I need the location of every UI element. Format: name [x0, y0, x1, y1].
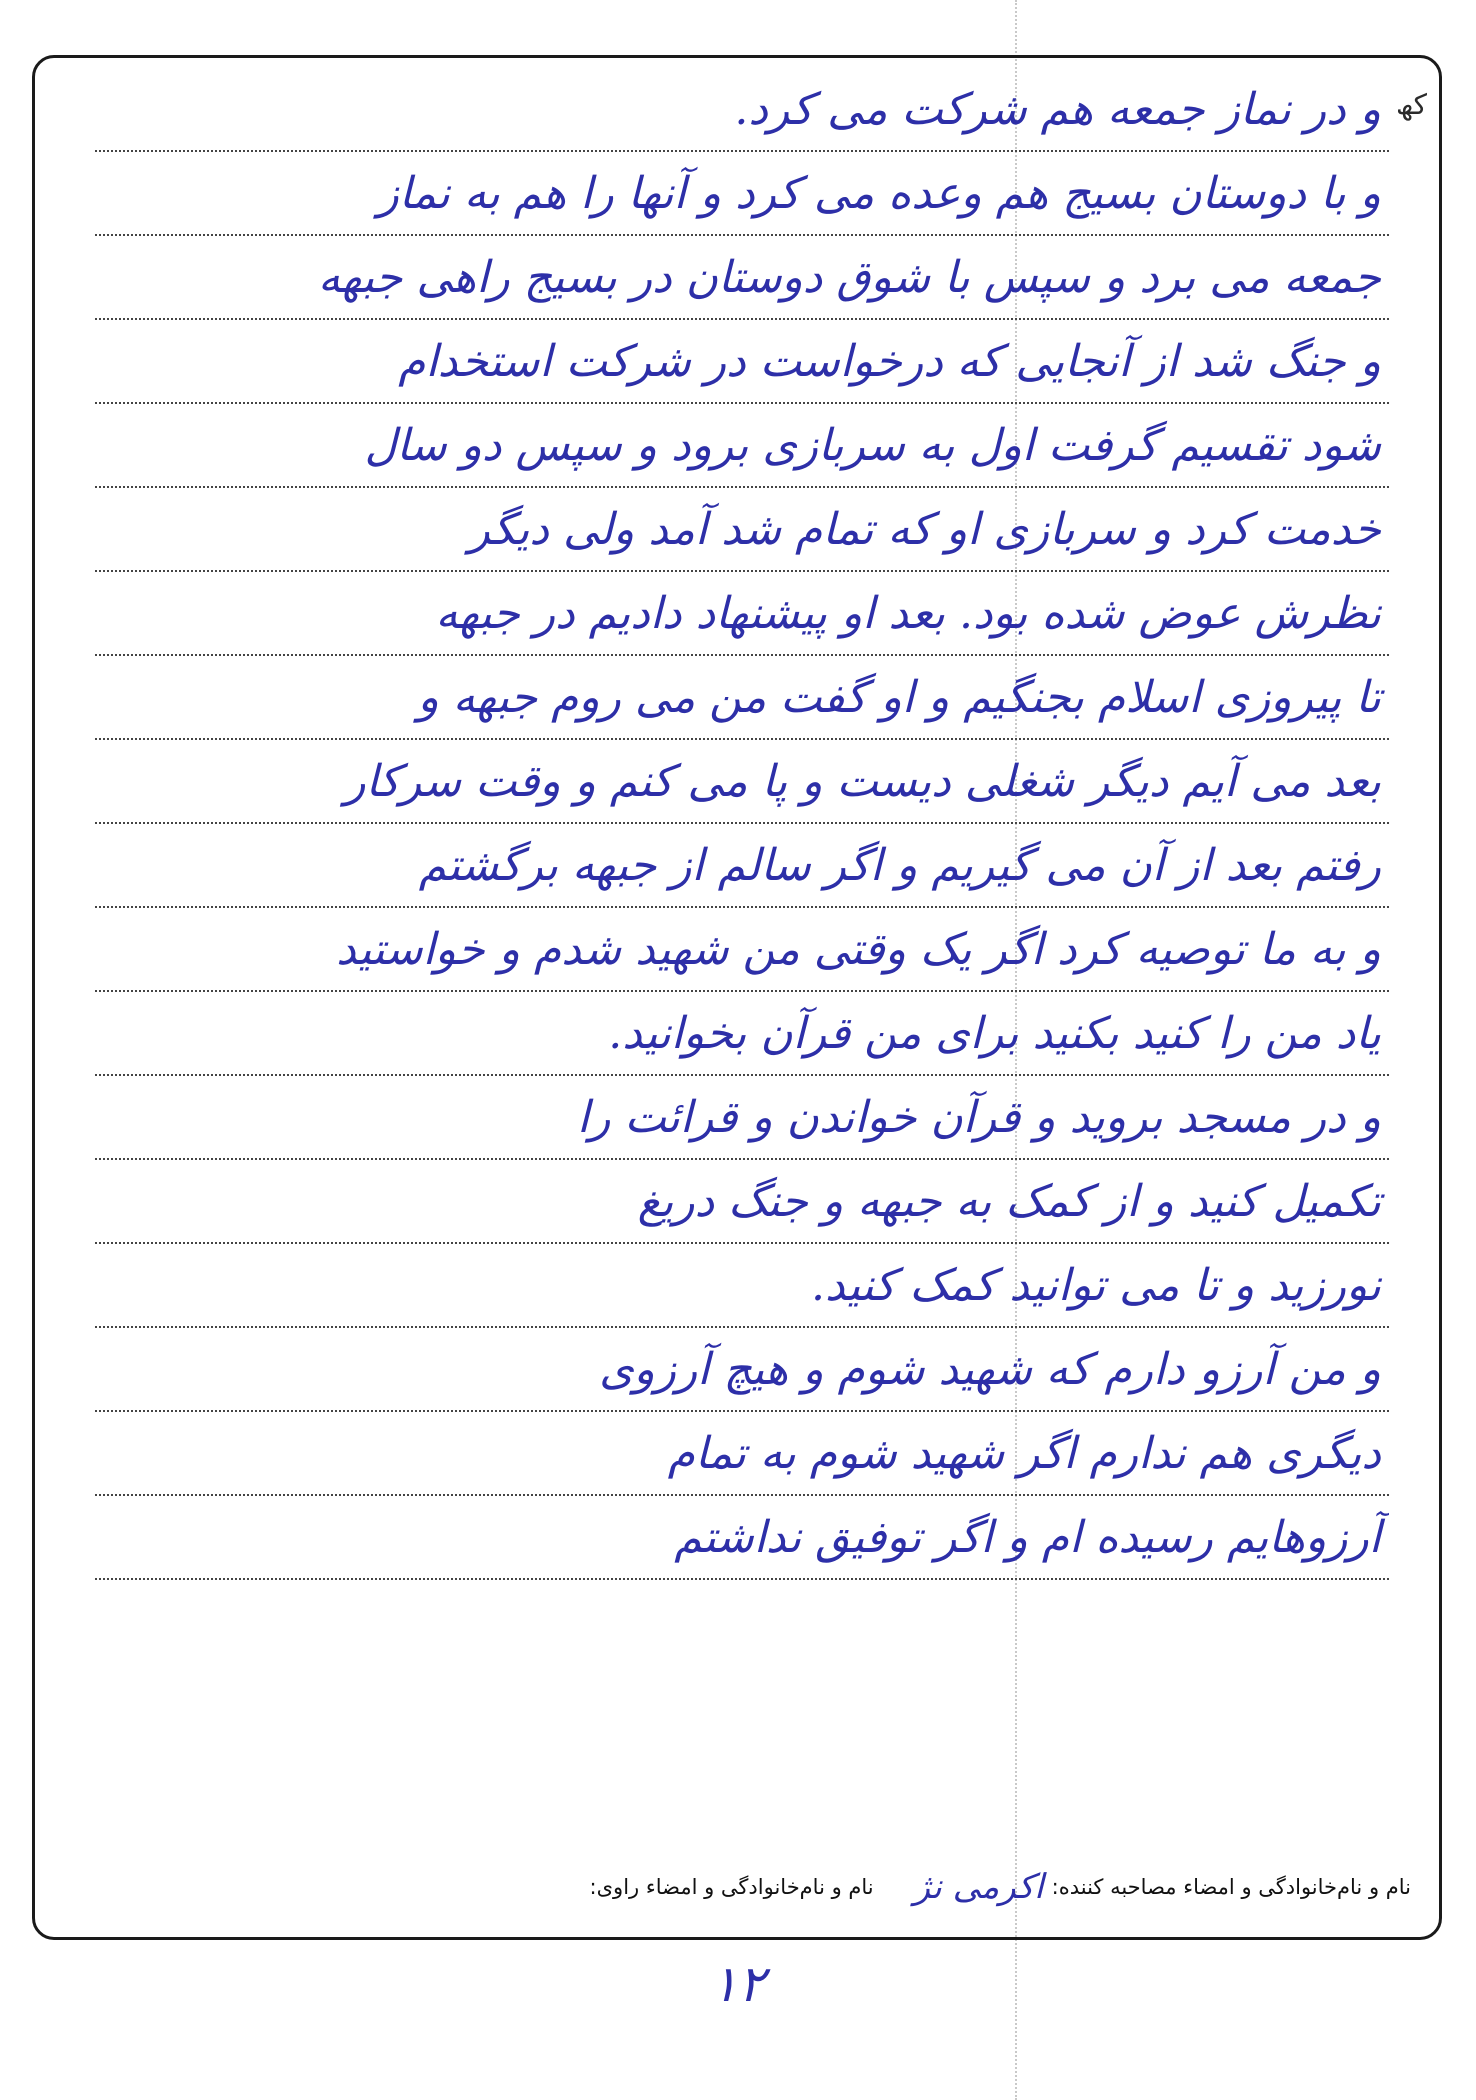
text-line: رفتم بعد از آن می گیریم و اگر سالم از جبهه برگشتم: [95, 824, 1389, 908]
handwritten-lines: [95, 58, 1389, 1937]
corner-mark: کھ: [1395, 88, 1427, 121]
page-number: ۱۲: [711, 1955, 765, 2013]
text-line: یاد من را کنید بکنید برای من قرآن بخوانید.: [95, 992, 1389, 1076]
text-line: جمعه می برد و سپس با شوق دوستان در بسیج راهی جبهه: [95, 236, 1389, 320]
text-line: و در نماز جمعه هم شرکت می کرد.: [95, 68, 1389, 152]
signature-footer: [35, 1857, 1439, 1917]
text-line: خدمت کرد و سربازی او که تمام شد آمد ولی دیگر: [95, 488, 1389, 572]
text-line: و جنگ شد از آنجایی که درخواست در شرکت استخدام: [95, 320, 1389, 404]
text-line: بعد می آیم دیگر شغلی دیست و پا می کنم و وقت سرکار: [95, 740, 1389, 824]
narrator-label: نام و نام‌خانوادگی و امضاء راوی:: [589, 1875, 874, 1899]
text-line: شود تقسیم گرفت اول به سربازی برود و سپس دو سال: [95, 404, 1389, 488]
text-line: دیگری هم ندارم اگر شهید شوم به تمام: [95, 1412, 1389, 1496]
interviewer-label: نام و نام‌خانوادگی و امضاء مصاحبه کننده:: [1051, 1875, 1411, 1899]
interviewer-signature: اکرمی نژ: [913, 1867, 1044, 1907]
text-line: و در مسجد بروید و قرآن خواندن و قرائت را: [95, 1076, 1389, 1160]
text-line: آرزوهایم رسیده ام و اگر توفیق نداشتم: [95, 1496, 1389, 1580]
text-line: نظرش عوض شده بود. بعد او پیشنهاد دادیم در جبهه: [95, 572, 1389, 656]
text-line: تا پیروزی اسلام بجنگیم و او گفت من می روم جبهه و: [95, 656, 1389, 740]
text-line: و با دوستان بسیج هم وعده می کرد و آنها را هم به نماز: [95, 152, 1389, 236]
interview-form-frame: [32, 55, 1442, 1940]
text-line: و من آرزو دارم که شهید شوم و هیچ آرزوی: [95, 1328, 1389, 1412]
text-line: نورزید و تا می توانید کمک کنید.: [95, 1244, 1389, 1328]
text-line: و به ما توصیه کرد اگر یک وقتی من شهید شدم و خواستید: [95, 908, 1389, 992]
text-line: تکمیل کنید و از کمک به جبهه و جنگ دریغ: [95, 1160, 1389, 1244]
